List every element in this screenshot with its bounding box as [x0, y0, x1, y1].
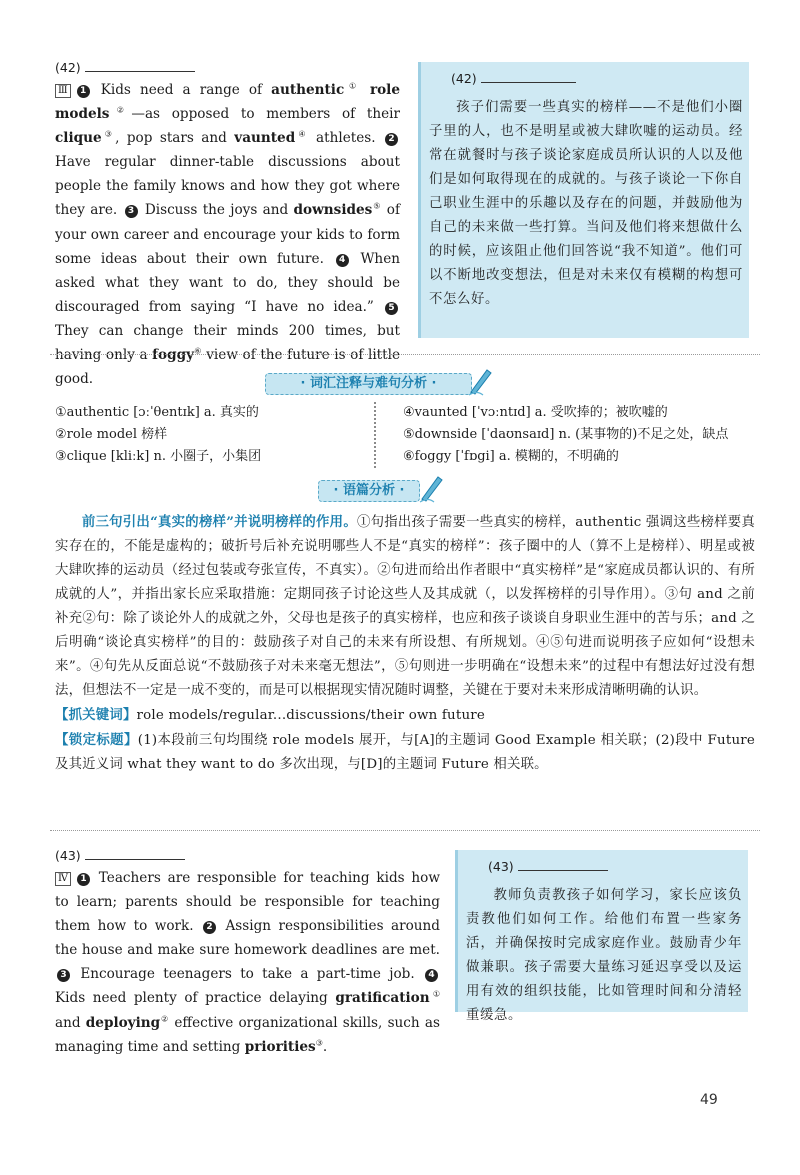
vocab-chain-divider — [374, 402, 384, 468]
q43-translation-answer-line — [488, 858, 608, 875]
q42-translation-text: 孩子们需要一些真实的榜样——不是他们小圈子里的人，也不是明星或被大肆吹嘘的运动员。经常在就餐时与孩子谈论家庭成员所认识的人以及他们是如何取得现在的成就的。与孩子谈论一下你自己职业生涯中的乐趣以及存在的问题，并鼓励他为自己的未来做一些打算。当问及他们将来想做什么的时候，应该阻止他们回答说“我不知道”。他们可以不断地改变想法，但是对未来仅有模糊的构想可不怎么好。 — [429, 100, 743, 307]
keywords-text: role models/regular...discussions/their own future — [136, 708, 486, 723]
q43-answer-line — [55, 846, 440, 866]
vocab-section-title: · 词汇注释与难句分析 · — [265, 373, 472, 395]
q43-passage — [55, 846, 440, 1059]
q43-paragraph: Ⅳ 1 Teachers are responsible for teaching kids how to learn; parents should be responsible for teaching them how to work. 2 Assign responsibilities around the house and make sure homework deadlines are met. 3 Encourage teenagers to take a part-time job. 4 Kids need plenty of practice delaying gratification① and deploying② effective organizational skills, such as managing time and setting priorities③. — [55, 870, 440, 1055]
divider — [50, 354, 760, 355]
analysis-paragraph — [55, 510, 755, 703]
vocab-item: ③clique [kliːk] n. 小圈子，小集团 — [55, 449, 262, 464]
analysis-section-title: · 语篇分析 · — [318, 480, 420, 502]
analysis-body: ①句指出孩子需要一些真实的榜样，authentic 强调这些榜样要真实存在的，不能是虚构的；破折号后补充说明哪些人不是“真实的榜样”：孩子圈中的人（算不上是榜样）、明星或被大肆吹捧的运动员（经过包装或夸张宣传，不真实）。②句进而给出作者眼中“真实榜样”是“家庭成员都认识的、有所成就的人”，并指出家长应采取措施：定期同孩子讨论这些人及其成就（，以发挥榜样的引导作用）。③句 and 之前补充②句：除了谈论外人的成就之外，父母也是孩子的真实榜样，也应和孩子谈谈自身职业生涯中的苦与乐；and 之后明确“谈论真实榜样”的目的：鼓励孩子对自己的未来有所设想、有所规划。④⑤句进而说明孩子应如何“设想未来”。④句先从反面总说“不鼓励孩子对未来毫无想法”，⑤句则进一步明确在“设想未来”的过程中有想法好过没有想法，但想法不一定是一成不变的，而是可以根据现实情况随时调整，关键在于要对未来形成清晰明确的认识。 — [55, 515, 755, 698]
keywords-label: 【抓关键词】 — [55, 707, 137, 723]
q42-number: (42) — [55, 60, 81, 75]
q43-translation-text: 教师负责教孩子如何学习，家长应该负责教他们如何工作。给他们布置一些家务活，并确保按时完成家庭作业。鼓励青少年做兼职。孩子需要大量练习延迟享受以及运用有效的组织技能，比如管理时间和分清轻重缓急。 — [466, 888, 742, 1023]
divider — [50, 830, 760, 831]
vocab-list-left — [55, 402, 355, 468]
vocab-item: ①authentic [ɔːˈθentɪk] a. 真实的 — [55, 405, 259, 420]
q43-translation-blank[interactable] — [518, 858, 608, 871]
q43-answer-blank[interactable] — [85, 847, 185, 860]
analysis-text — [55, 510, 755, 777]
page-number: 49 — [700, 1092, 718, 1108]
q43-paragraph-marker: Ⅳ — [55, 872, 71, 886]
q42-translation-box — [418, 62, 749, 338]
keywords-line — [55, 703, 755, 728]
q42-passage — [55, 58, 400, 391]
q42-paragraph-marker: Ⅲ — [55, 84, 71, 98]
q42-translation-number: (42) — [451, 71, 477, 86]
lock-title-text: (1)本段前三句均围绕 role models 展开，与[A]的主题词 Good Example 相关联；(2)段中 Future 及其近义词 what they want to do 多次出现，与[D]的主题词 Future 相关联。 — [55, 733, 755, 772]
q43-translation-number: (43) — [488, 859, 514, 874]
vocab-item: ④vaunted [ˈvɔːntɪd] a. 受吹捧的；被吹嘘的 — [403, 405, 668, 420]
q42-translation-answer-line — [451, 70, 576, 87]
q42-translation-blank[interactable] — [481, 70, 576, 83]
q42-paragraph: Ⅲ 1 Kids need a range of authentic① role models②—as opposed to members of their clique③, pop stars and vaunted④ athletes. 2 Have regular dinner-table discussions about people the family knows and how they got where they are. 3 Discuss the joys and downsides⑤ of your own career and encourage your kids to form some ideas about their own future. 4 When asked what they want to do, they should be discouraged from saying “I have no idea.” 5 They can change their minds 200 times, but having only a foggy⑥ view of the future is of little good. — [55, 81, 400, 388]
q43-translation-box — [455, 850, 748, 1023]
analysis-lead: 前三句引出“真实的榜样”并说明榜样的作用。 — [81, 514, 357, 530]
q43-number: (43) — [55, 848, 81, 863]
vocab-list-right — [403, 402, 773, 468]
q42-answer-blank[interactable] — [85, 59, 195, 72]
vocab-item: ⑥foggy [ˈfɒgi] a. 模糊的，不明确的 — [403, 449, 619, 464]
lock-title-label: 【锁定标题】 — [55, 732, 138, 748]
q42-answer-line — [55, 58, 400, 78]
pen-icon — [467, 366, 493, 396]
vocab-item: ⑤downside [ˈdaʊnsaɪd] n. (某事物的)不足之处，缺点 — [403, 427, 729, 442]
lock-title-line — [55, 728, 755, 777]
vocab-item: ②role model 榜样 — [55, 427, 168, 442]
pen-icon — [418, 473, 444, 503]
